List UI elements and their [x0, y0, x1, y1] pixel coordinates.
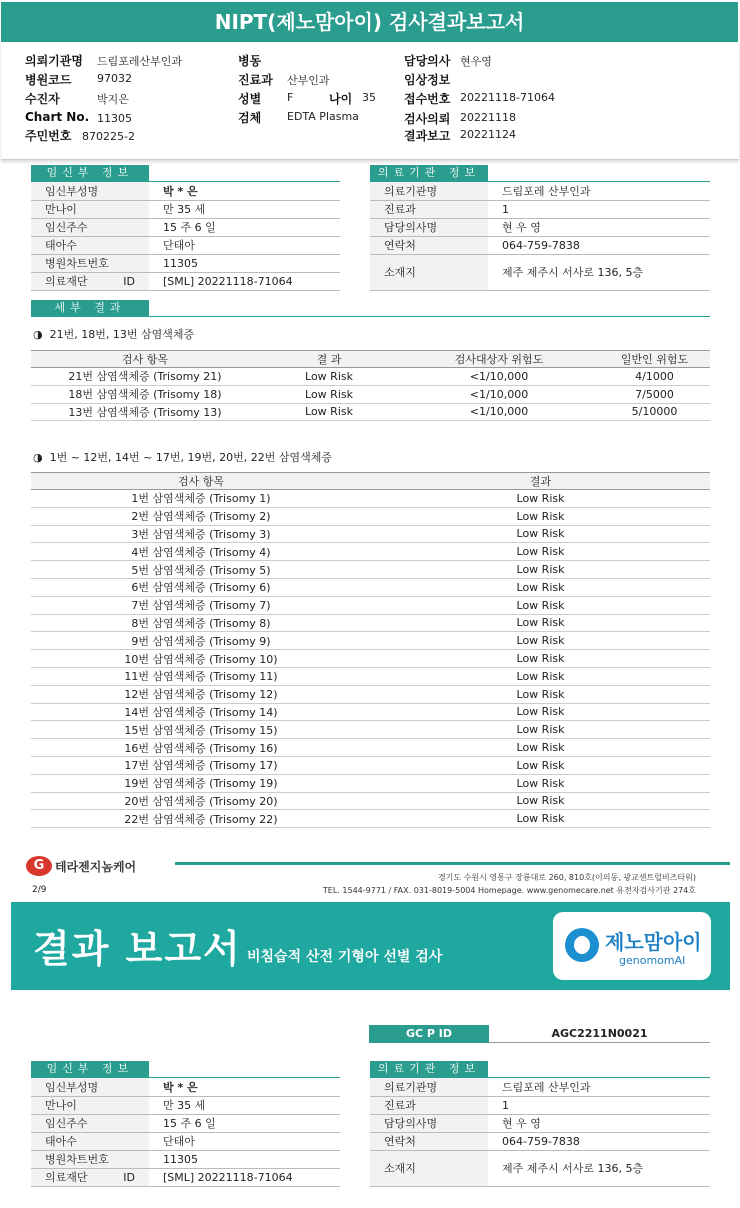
group1-cell: Low Risk	[259, 385, 399, 403]
pregnancy-row	[31, 182, 340, 200]
group2-cell: Low Risk	[371, 721, 710, 739]
institution-row	[370, 1150, 710, 1186]
group2-cell: 16번 삼염색체증 (Trisomy 16)	[31, 739, 371, 757]
pregnancy-key: 임신주수	[31, 218, 149, 236]
gcp-id-row	[369, 1025, 710, 1043]
institution-row	[370, 1096, 710, 1114]
group2-cell: Low Risk	[371, 685, 710, 703]
group2-cell: 1번 삼염색체증 (Trisomy 1)	[31, 490, 371, 508]
receipt-label: 접수번호	[404, 92, 451, 106]
group2-cell: Low Risk	[371, 490, 710, 508]
group2-cell: 19번 삼염색체증 (Trisomy 19)	[31, 774, 371, 792]
pregnancy-row	[31, 1168, 340, 1186]
chart-label: Chart No.	[25, 110, 90, 124]
institution-table	[370, 182, 710, 291]
pregnancy-row	[31, 1132, 340, 1150]
sex-value: F	[287, 91, 294, 104]
req-org-value: 드림포레산부인과	[97, 55, 183, 68]
table-row	[31, 578, 710, 596]
collector-label: 수진자	[25, 92, 60, 106]
group1-cell: <1/10,000	[399, 403, 599, 421]
group2-cell: Low Risk	[371, 756, 710, 774]
pregnancy-section-tab: 임신부 정보	[31, 165, 149, 181]
patient-header	[1, 42, 739, 160]
institution-row	[370, 236, 710, 254]
pregnancy-key: 만나이	[31, 200, 149, 218]
group2-cell: 20번 삼염색체증 (Trisomy 20)	[31, 792, 371, 810]
institution-key: 소재지	[370, 254, 488, 290]
banner-subtitle: 비침습적 산전 기형아 선별 검사	[247, 949, 443, 965]
group1-cell: 5/10000	[599, 403, 710, 421]
pregnancy-value: 박 * 은	[149, 1078, 340, 1096]
group2-cell: 2번 삼염색체증 (Trisomy 2)	[31, 507, 371, 525]
pregnancy-value: 단태아	[149, 236, 340, 254]
group2-cell: Low Risk	[371, 543, 710, 561]
sex-label: 성별	[238, 92, 262, 106]
rrn-value: 870225-2	[82, 130, 135, 143]
footer-address: 경기도 수원시 영통구 장룡대로 260, 810호(이의동, 광교센트럴비즈타워)	[437, 873, 696, 882]
group2-cell: Low Risk	[371, 810, 710, 828]
table-row	[31, 703, 710, 721]
institution-value: 1	[488, 200, 710, 218]
institution-row	[370, 1078, 710, 1096]
group2-cell: 22번 삼염색체증 (Trisomy 22)	[31, 810, 371, 828]
gcp-id-value: AGC2211N0021	[551, 1027, 648, 1040]
banner-title: 결과 보고서	[33, 927, 242, 971]
institution-value: 064-759-7838	[488, 1132, 710, 1150]
pregnancy-section-tab-2: 임신부 정보	[31, 1061, 149, 1077]
institution-value: 현 우 영	[488, 218, 710, 236]
group2-cell: Low Risk	[371, 596, 710, 614]
group1-cell: Low Risk	[259, 403, 399, 421]
age-value: 35	[362, 91, 376, 104]
clinical-label: 임상정보	[404, 73, 451, 87]
footer-divider	[175, 862, 730, 865]
collector-value: 박지은	[97, 93, 129, 106]
group2-cell: 14번 삼염색체증 (Trisomy 14)	[31, 703, 371, 721]
detail-section-line	[31, 316, 710, 317]
institution-value: 현 우 영	[488, 1114, 710, 1132]
table-row	[31, 756, 710, 774]
pregnancy-value: 만 35 세	[149, 200, 340, 218]
group1-header: 검사 항목	[31, 351, 259, 368]
chart-value: 11305	[97, 112, 132, 125]
specimen-label: 검체	[238, 111, 262, 125]
institution-key: 소재지	[370, 1150, 488, 1186]
group1-table	[31, 350, 710, 421]
group2-cell: Low Risk	[371, 667, 710, 685]
institution-key: 의료기관명	[370, 1078, 488, 1096]
institution-section-tab-2: 의료기관 정보	[370, 1061, 488, 1077]
table-row	[31, 561, 710, 579]
institution-row	[370, 1114, 710, 1132]
report-date-label: 결과보고	[404, 129, 451, 143]
group1-cell: 13번 삼염색체증 (Trisomy 13)	[31, 403, 259, 421]
page-number: 2/9	[32, 885, 47, 895]
receipt-value: 20221118-71064	[460, 91, 555, 104]
institution-value: 드림포레 산부인과	[488, 182, 710, 200]
institution-key: 담당의사명	[370, 218, 488, 236]
pregnancy-key: 만나이	[31, 1096, 149, 1114]
company-logo-mark: G	[26, 856, 52, 876]
table-row	[31, 543, 710, 561]
pregnancy-value: 박 * 은	[149, 182, 340, 200]
table-row	[31, 632, 710, 650]
table-row	[31, 792, 710, 810]
institution-key: 연락처	[370, 236, 488, 254]
pregnancy-table-2	[31, 1078, 340, 1187]
group1-cell: Low Risk	[259, 368, 399, 386]
group2-cell: 6번 삼염색체증 (Trisomy 6)	[31, 578, 371, 596]
table-row	[31, 810, 710, 828]
group2-cell: Low Risk	[371, 525, 710, 543]
pregnancy-value: [SML] 20221118-71064	[149, 272, 340, 290]
dept-value: 산부인과	[287, 74, 330, 87]
hosp-code-label: 병원코드	[25, 73, 72, 87]
pregnancy-key: 태아수	[31, 236, 149, 254]
pregnancy-value: 11305	[149, 254, 340, 272]
table-row	[31, 490, 710, 508]
table-row	[31, 525, 710, 543]
group2-cell: Low Risk	[371, 650, 710, 668]
group2-header: 결과	[371, 473, 710, 490]
institution-value: 제주 제주시 서사로 136, 5층	[488, 254, 710, 290]
institution-key: 의료기관명	[370, 182, 488, 200]
group2-cell: Low Risk	[371, 792, 710, 810]
pregnancy-row	[31, 1150, 340, 1168]
institution-row	[370, 254, 710, 290]
age-label: 나이	[329, 92, 353, 106]
pregnancy-value: 단태아	[149, 1132, 340, 1150]
group2-cell: 8번 삼염색체증 (Trisomy 8)	[31, 614, 371, 632]
group2-cell: 12번 삼염색체증 (Trisomy 12)	[31, 685, 371, 703]
group2-table	[31, 472, 710, 828]
group1-cell: 4/1000	[599, 368, 710, 386]
brand-subname: genomomAI	[619, 954, 686, 967]
pregnancy-row	[31, 254, 340, 272]
table-row	[31, 403, 710, 421]
group2-cell: 17번 삼염색체증 (Trisomy 17)	[31, 756, 371, 774]
pregnancy-key: 임신부성명	[31, 1078, 149, 1096]
company-logo	[26, 856, 136, 876]
table-row	[31, 650, 710, 668]
group2-cell: Low Risk	[371, 507, 710, 525]
table-row	[31, 685, 710, 703]
table-row	[31, 596, 710, 614]
group2-cell: 9번 삼염색체증 (Trisomy 9)	[31, 632, 371, 650]
group1-header: 일반인 위험도	[599, 351, 710, 368]
group1-cell: <1/10,000	[399, 368, 599, 386]
institution-value: 제주 제주시 서사로 136, 5층	[488, 1150, 710, 1186]
report-banner	[11, 902, 730, 990]
institution-row	[370, 1132, 710, 1150]
institution-section-tab: 의료기관 정보	[370, 165, 488, 181]
table-row	[31, 774, 710, 792]
group1-header: 결 과	[259, 351, 399, 368]
company-name: 테라젠지놈케어	[55, 859, 137, 874]
pregnancy-key: 의료재단 ID	[31, 1168, 149, 1186]
institution-key: 진료과	[370, 1096, 488, 1114]
institution-row	[370, 218, 710, 236]
group2-header: 검사 항목	[31, 473, 371, 490]
pregnancy-row	[31, 1114, 340, 1132]
pregnancy-row	[31, 218, 340, 236]
table-row	[31, 739, 710, 757]
pregnancy-row	[31, 236, 340, 254]
ward-label: 병동	[238, 54, 262, 68]
institution-key: 연락처	[370, 1132, 488, 1150]
table-row	[31, 614, 710, 632]
pregnancy-row	[31, 200, 340, 218]
brand-name: 제노맘아이	[605, 930, 702, 954]
group1-cell: 21번 삼염색체증 (Trisomy 21)	[31, 368, 259, 386]
pregnancy-key: 태아수	[31, 1132, 149, 1150]
pregnancy-key: 임신부성명	[31, 182, 149, 200]
institution-value: 드림포레 산부인과	[488, 1078, 710, 1096]
dept-label: 진료과	[238, 73, 273, 87]
pregnancy-row	[31, 1096, 340, 1114]
institution-table-2	[370, 1078, 710, 1187]
test-req-value: 20221118	[460, 111, 516, 124]
table-row	[31, 385, 710, 403]
institution-row	[370, 182, 710, 200]
group2-cell: Low Risk	[371, 774, 710, 792]
doctor-label: 담당의사	[404, 54, 451, 68]
group2-cell: Low Risk	[371, 632, 710, 650]
brand-logo	[553, 912, 711, 980]
table-row	[31, 507, 710, 525]
detail-section-tab: 세부 결과	[31, 300, 149, 316]
table-row	[31, 721, 710, 739]
group1-cell: 18번 삼염색체증 (Trisomy 18)	[31, 385, 259, 403]
institution-row	[370, 200, 710, 218]
test-req-label: 검사의뢰	[404, 112, 451, 126]
group2-cell: 3번 삼염색체증 (Trisomy 3)	[31, 525, 371, 543]
pregnancy-key: 임신주수	[31, 1114, 149, 1132]
pregnancy-value: [SML] 20221118-71064	[149, 1168, 340, 1186]
group2-cell: 15번 삼염색체증 (Trisomy 15)	[31, 721, 371, 739]
group1-header: 검사대상자 위험도	[399, 351, 599, 368]
institution-key: 담당의사명	[370, 1114, 488, 1132]
hosp-code-value: 97032	[97, 72, 132, 85]
group2-cell: 11번 삼염색체증 (Trisomy 11)	[31, 667, 371, 685]
group1-cell: <1/10,000	[399, 385, 599, 403]
doctor-value: 현우영	[460, 55, 492, 68]
pregnancy-row	[31, 1078, 340, 1096]
pregnancy-value: 15 주 6 일	[149, 1114, 340, 1132]
req-org-label: 의뢰기관명	[25, 54, 83, 68]
pregnancy-key: 병원차트번호	[31, 1150, 149, 1168]
group1-cell: 7/5000	[599, 385, 710, 403]
mother-baby-icon	[565, 928, 599, 962]
institution-value: 1	[488, 1096, 710, 1114]
footer-contact: TEL. 1544-9771 / FAX. 031-8019-5004 Homepage. www.genomecare.net 유전자검사기관 274호	[322, 886, 696, 895]
report-title: NIPT(제노맘아이) 검사결과보고서	[1, 2, 738, 42]
group2-cell: Low Risk	[371, 561, 710, 579]
gcp-id-label: GC P ID	[369, 1025, 489, 1043]
group2-title: ◑ 1번 ~ 12번, 14번 ~ 17번, 19번, 20번, 22번 삼염색체증	[33, 451, 332, 464]
pregnancy-key: 병원차트번호	[31, 254, 149, 272]
pregnancy-table	[31, 182, 340, 291]
group2-cell: Low Risk	[371, 703, 710, 721]
pregnancy-value: 15 주 6 일	[149, 218, 340, 236]
institution-value: 064-759-7838	[488, 236, 710, 254]
group2-cell: 10번 삼염색체증 (Trisomy 10)	[31, 650, 371, 668]
group2-title-text: 1번 ~ 12번, 14번 ~ 17번, 19번, 20번, 22번 삼염색체증	[49, 451, 332, 464]
pregnancy-key: 의료재단 ID	[31, 272, 149, 290]
group2-cell: Low Risk	[371, 578, 710, 596]
table-row	[31, 667, 710, 685]
pregnancy-value: 만 35 세	[149, 1096, 340, 1114]
specimen-value: EDTA Plasma	[287, 110, 359, 123]
pregnancy-value: 11305	[149, 1150, 340, 1168]
group1-title: ◑ 21번, 18번, 13번 삼염색체증	[33, 328, 195, 341]
group2-cell: Low Risk	[371, 614, 710, 632]
rrn-label: 주민번호	[25, 129, 72, 143]
institution-key: 진료과	[370, 200, 488, 218]
group1-title-text: 21번, 18번, 13번 삼염색체증	[49, 328, 195, 341]
group2-cell: 7번 삼염색체증 (Trisomy 7)	[31, 596, 371, 614]
pregnancy-row	[31, 272, 340, 290]
group2-cell: 5번 삼염색체증 (Trisomy 5)	[31, 561, 371, 579]
table-row	[31, 368, 710, 386]
group2-cell: Low Risk	[371, 739, 710, 757]
group2-cell: 4번 삼염색체증 (Trisomy 4)	[31, 543, 371, 561]
report-date-value: 20221124	[460, 128, 516, 141]
